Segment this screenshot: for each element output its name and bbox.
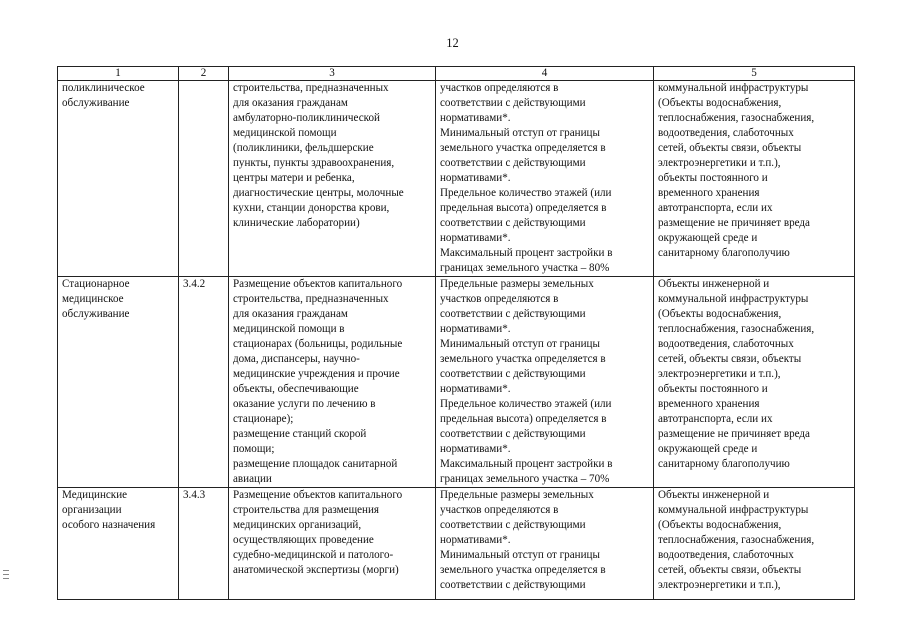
table-row (58, 277, 855, 488)
land-use-regulations-table (57, 66, 855, 600)
use-type-code: 3.4.2 (179, 277, 229, 488)
use-type-code: 3.4.3 (179, 488, 229, 600)
use-type-parameters: Предельные размеры земельных участков определяются в соответствии с действующими нормативами*. Минимальный отступ от границы земельного участка определяется в соответствии с действующими нормативами*. Предельное количество этажей (или предельная высота) определяется в соответствии с действующими нормативами*. Максимальный процент застройки в границах земельного участка – 70% (436, 277, 654, 488)
use-type-description: Размещение объектов капитального строительства для размещения медицинских организаций, осуществляющих проведение судебно-медицинской и патолого- анатомической экспертизы (морги) (229, 488, 436, 600)
scan-margin-marks (3, 570, 9, 582)
table-row (58, 488, 855, 600)
use-type-auxiliary: коммунальной инфраструктуры (Объекты водоснабжения, теплоснабжения, газоснабжения, водоотведения, слаботочных сетей, объекты связи, объекты электроэнергетики и т.п.), объекты постоянного и временного хранения автотранспорта, если их размещение не причиняет вреда окружающей среде и санитарному благополучию (654, 81, 855, 277)
header-col-3: 3 (229, 67, 436, 81)
use-type-name: Стационарное медицинское обслуживание (58, 277, 179, 488)
header-col-4: 4 (436, 67, 654, 81)
use-type-auxiliary: Объекты инженерной и коммунальной инфраструктуры (Объекты водоснабжения, теплоснабжения, газоснабжения, водоотведения, слаботочных сетей, объекты связи, объекты электроэнергетики и т.п.), (654, 488, 855, 600)
header-col-2: 2 (179, 67, 229, 81)
use-type-auxiliary: Объекты инженерной и коммунальной инфраструктуры (Объекты водоснабжения, теплоснабжения, газоснабжения, водоотведения, слаботочных сетей, объекты связи, объекты электроэнергетики и т.п.), объекты постоянного и временного хранения автотранспорта, если их размещение не причиняет вреда окружающей среде и санитарному благополучию (654, 277, 855, 488)
use-type-description: Размещение объектов капитального строительства, предназначенных для оказания гражданам медицинской помощи в стационарах (больницы, родильные дома, диспансеры, научно- медицинские учреждения и прочие объекты, обеспечивающие оказание услуги по лечению в стационаре); размещение станций скорой помощи; размещение площадок санитарной авиации (229, 277, 436, 488)
table-header-row (58, 67, 855, 81)
use-type-code (179, 81, 229, 277)
table-row (58, 81, 855, 277)
use-type-name: поликлиническое обслуживание (58, 81, 179, 277)
header-col-5: 5 (654, 67, 855, 81)
header-col-1: 1 (58, 67, 179, 81)
use-type-parameters: участков определяются в соответствии с действующими нормативами*. Минимальный отступ от границы земельного участка определяется в соответствии с действующими нормативами*. Предельное количество этажей (или предельная высота) определяется в соответствии с действующими нормативами*. Максимальный процент застройки в границах земельного участка – 80% (436, 81, 654, 277)
use-type-description: строительства, предназначенных для оказания гражданам амбулаторно-поликлинической медицинской помощи (поликлиники, фельдшерские пункты, пункты здравоохранения, центры матери и ребенка, диагностические центры, молочные кухни, станции донорства крови, клинические лаборатории) (229, 81, 436, 277)
page-number: 12 (446, 36, 459, 50)
use-type-parameters: Предельные размеры земельных участков определяются в соответствии с действующими нормативами*. Минимальный отступ от границы земельного участка определяется в соответствии с действующими (436, 488, 654, 600)
use-type-name: Медицинские организации особого назначения (58, 488, 179, 600)
